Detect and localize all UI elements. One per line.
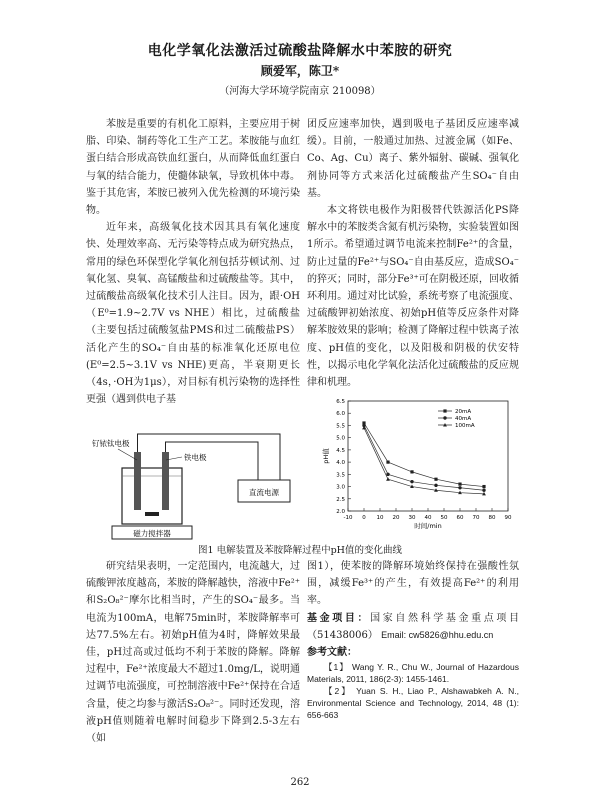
y-tick-label: 3.5: [336, 472, 345, 479]
y-tick-label: 5.5: [336, 423, 345, 430]
paragraph: 研究结果表明，一定范围内，电流越大，过硫酸钾浓度越高，苯胺的降解越快，溶液中Fe²⁺和S₂O₈²⁻摩尔比相当时，产生的SO₄⁻最多。当电流为100mA，电解75min时，苯胺降解率可达77.5%左右。初始pH值为4时，降解效果最佳，pH过高或过低均不利于苯胺的降解。降解过程中，Fe²⁺浓度最大不超过1.0mg/L，说明通过调节电流强度，可控制溶液中Fe²⁺保持在合适含量，使之均参与激活S₂O₈²⁻。同时还发现，溶液pH值则随着电解时间稳步下降到2.5-3左右（如: [86, 561, 300, 745]
stir-bar: [145, 512, 159, 516]
x-tick-label: 40: [424, 515, 432, 521]
affiliation: （河海大学环境学院南京 210098）: [219, 86, 381, 97]
y-tick-label: 2.5: [336, 496, 345, 503]
funding: [307, 610, 519, 644]
power-label: 直流电源: [249, 488, 279, 497]
references-heading: 参考文献：: [307, 647, 357, 659]
anode-label: 铁电极: [184, 453, 207, 462]
x-tick-label: 80: [488, 515, 496, 521]
email: Email: cw5826@hhu.edu.cn: [381, 629, 494, 640]
legend-label: 20mA: [455, 409, 472, 415]
x-tick-label: 0: [362, 515, 366, 521]
data-point: [386, 477, 390, 481]
wire-anode: [166, 442, 259, 480]
funding-text: 国家自然科学基金重点项目（51438006）: [307, 612, 519, 641]
y-tick-label: 5.0: [336, 435, 345, 442]
paragraph: 图1），使苯胺的降解环境始终保持在强酸性氛围，减缓Fe³⁺的产生，有效提高Fe²⁺的利用率。: [307, 561, 519, 607]
legend-label: 100mA: [455, 423, 475, 429]
apparatus-diagram: [90, 430, 302, 542]
x-tick-label: 50: [440, 515, 448, 521]
column-3: [86, 558, 300, 747]
data-point: [482, 485, 485, 488]
series-line-40mA: [364, 425, 484, 490]
anode-electrode: [162, 452, 169, 510]
stirrer-label: 磁力搅拌器: [133, 529, 171, 538]
x-tick-label: 20: [392, 515, 400, 521]
data-point: [434, 478, 437, 481]
series-line-100mA: [364, 428, 484, 494]
data-point: [410, 470, 413, 473]
x-tick-label: 30: [408, 515, 416, 521]
reference-item: 【2】 Yuan S. H., Liao P., Alshawabkeh A. N., Environmental Science and Technology, 2014, 48 (1): 656-663: [307, 686, 519, 721]
data-point: [386, 473, 389, 476]
column-4: [307, 558, 519, 721]
series-line-20mA: [364, 423, 484, 487]
y-axis-label: pH值: [322, 448, 330, 464]
y-tick-label: 2.0: [336, 509, 345, 515]
legend-marker: [443, 409, 446, 412]
ph-chart: [318, 393, 514, 533]
x-tick-label: 60: [456, 515, 464, 521]
x-axis-label: 时间/min: [414, 522, 442, 530]
legend-label: 40mA: [455, 416, 472, 422]
y-tick-label: 3.0: [336, 484, 345, 491]
y-tick-label: 6.0: [336, 411, 345, 418]
paragraph: 本文将铁电极作为阳极替代铁源活化PS降解水中的苯胺类含氮有机污染物，实验装置如图1所示。希望通过调节电流来控制Fe²⁺的含量，防止过量的Fe²⁺与SO₄⁻自由基反应，造成SO₄⁻的猝灭；同时，部分Fe³⁺可在阴极还原，回收循环利用。通过对比试验，系统考察了电流强度、过硫酸钾初始浓度、初始pH值等反应条件对降解苯胺效果的影响；检测了降解过程中铁离子浓度、pH值的变化，以及阳极和阴极的伏安特性，以揭示电化学氧化法活化过硫酸盐的反应规律和机理。: [307, 205, 519, 389]
data-point: [458, 483, 461, 486]
figure-caption: 图1 电解装置及苯胺降解过程中pH值的变化曲线: [198, 545, 402, 556]
column-1: [86, 116, 300, 408]
x-tick-label: 90: [504, 515, 512, 521]
cathode-label: 钌铱钛电极: [92, 439, 130, 448]
paper-title: 电化学氧化法激活过硫酸盐降解水中苯胺的研究: [147, 43, 453, 59]
data-point: [386, 461, 389, 464]
column-2: [307, 116, 519, 391]
paragraph: 近年来，高级氧化技术因其具有氧化速度快、处理效率高、无污染等特点成为研究热点，常用的绿色环保型化学氧化剂包括芬顿试剂、过氧化氢、臭氧、高锰酸盐和过硫酸盐等。其中，过硫酸盐高级氧化技术引人注目。因为，跟·OH（E⁰=1.9~2.7V vs NHE）相比，过硫酸盐（主要包括过硫酸氢盐PMS和过二硫酸盐PS）活化产生的SO₄⁻自由基的标准氧化还原电位(E⁰=2.5~3.1V vs NHE)更高，半衰期更长（4s，·OH为1μs），对目标有机污染物的选择性更强（遇到供电子基: [86, 222, 300, 406]
legend-marker: [443, 416, 446, 419]
data-point: [410, 480, 413, 483]
x-tick-label: 70: [472, 515, 480, 521]
y-tick-label: 4.0: [336, 460, 345, 467]
y-tick-label: 6.5: [336, 399, 345, 405]
x-tick-label: 10: [376, 515, 384, 521]
paragraph: 苯胺是重要的有机化工原料，主要应用于树脂、印染、制药等化工生产工艺。苯胺能与血红蛋白结合形成高铁血红蛋白，从而降低血红蛋白与氧的结合能力，使髓体缺氧，导致机体中毒。鉴于其危害，苯胺已被列入优先检测的环境污染物。: [86, 119, 300, 217]
authors: 顾爱军，陈卫*: [260, 64, 340, 78]
reference-item: 【1】 Wang Y. R., Chu W., Journal of Hazardous Materials, 2011, 186(2-3): 1455-1461.: [307, 662, 519, 685]
data-point: [458, 486, 461, 489]
data-point: [434, 484, 437, 487]
data-point: [482, 489, 485, 492]
page-number: 262: [290, 777, 310, 788]
wire-cathode: [138, 434, 281, 480]
funding-label: 基金项目：: [307, 612, 371, 624]
cathode-electrode: [134, 452, 141, 510]
paragraph: 团反应速率加快，遇到吸电子基团反应速率减缓）。目前，一般通过加热、过渡金属（如Fe、Co、Ag、Cu）离子、紫外辐射、碳碱、强氧化剂协同等方式来活化过硫酸盐产生SO₄⁻自由基。: [307, 119, 519, 199]
y-tick-label: 4.5: [336, 447, 345, 454]
x-tick-label: -10: [343, 515, 353, 521]
